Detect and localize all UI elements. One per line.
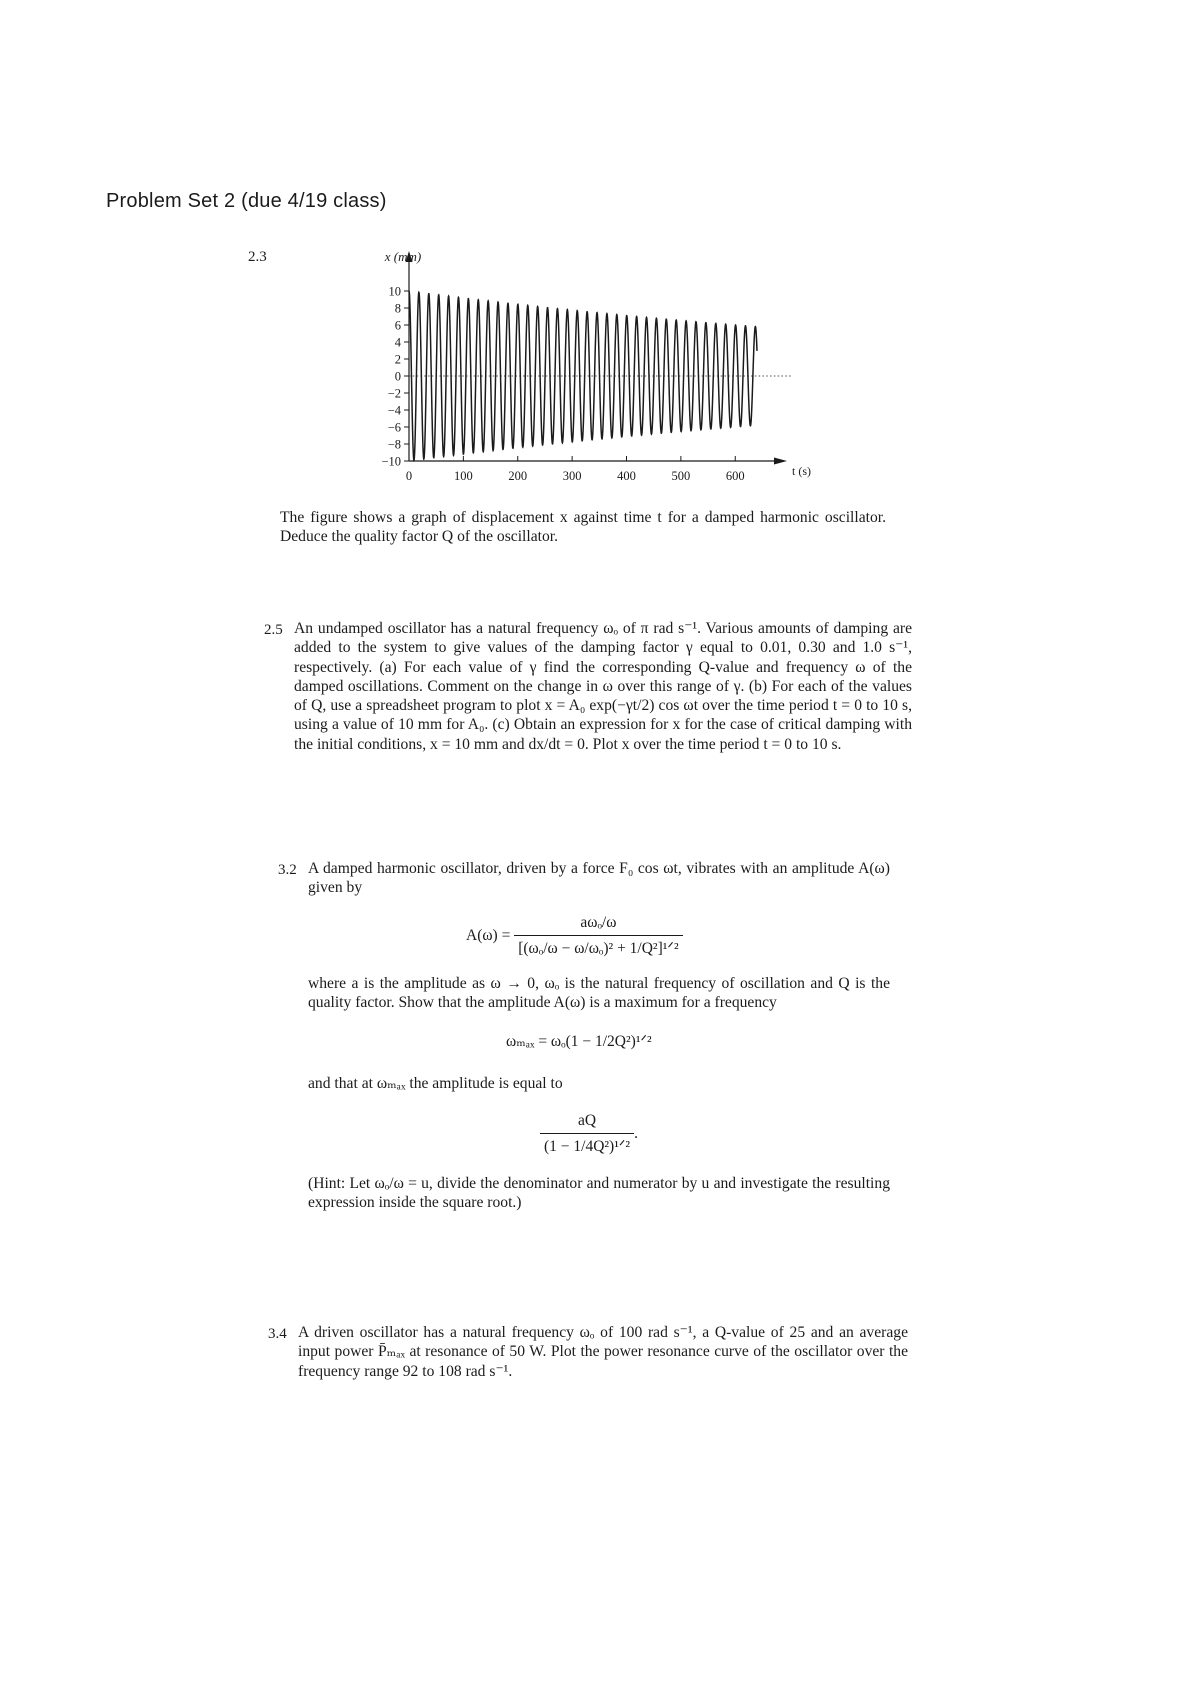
x-tick-label: 400	[617, 469, 636, 483]
y-tick-label: 6	[394, 318, 401, 333]
y-axis-label: x (mm)	[384, 249, 422, 264]
y-tick-label: −4	[387, 403, 401, 418]
omega-max-equation: ωₘₐₓ = ωₒ(1 − 1/2Q²)¹ᐟ²	[506, 1033, 652, 1050]
problem-3-2-middle: where a is the amplitude as ω → 0, ωₒ is the natural frequency of oscillation and Q is the quality factor. Show that the amplitude A(ω) is a maximum for a frequency	[308, 975, 890, 1012]
amplitude-equation	[466, 914, 683, 958]
problem-3-2-after: and that at ωₘₐₓ the amplitude is equal to	[308, 1075, 563, 1092]
page-title: Problem Set 2 (due 4/19 class)	[106, 190, 387, 212]
x-tick-label: 100	[454, 469, 473, 483]
amplitude-equation-denominator: [(ωₒ/ω − ω/ωₒ)² + 1/Q²]¹ᐟ²	[514, 935, 682, 958]
problem-number-3-4: 3.4	[268, 1326, 287, 1342]
max-amplitude-equation	[540, 1112, 638, 1156]
damped-oscillation-chart	[360, 246, 820, 496]
x-axis-label: t (s)	[792, 464, 811, 478]
amplitude-equation-lhs: A(ω) =	[466, 927, 511, 944]
y-tick-label: −8	[387, 437, 401, 452]
problem-3-2-hint: (Hint: Let ωₒ/ω = u, divide the denominator and numerator by u and investigate the resulting expression inside the square root.)	[308, 1175, 890, 1212]
y-tick-label: 10	[388, 284, 401, 299]
problem-2-5-text: An undamped oscillator has a natural frequency ωₒ of π rad s⁻¹. Various amounts of damping are added to the system to give values of the damping factor γ equal to 0.01, 0.30 and 1.0 s⁻¹, respectively. (a) For each value of γ find the corresponding Q-value and frequency ω of the damped oscillations. Comment on the change in ω over this range of γ. (b) For each of the values of Q, use a spreadsheet program to plot x = A₀ exp(−γt/2) cos ωt over the time period t = 0 to 10 s, using a value of 10 mm for A₀. (c) Obtain an expression for x for the case of critical damping with the initial conditions, x = 10 mm and dx/dt = 0. Plot x over the time period t = 0 to 10 s.	[294, 620, 912, 753]
problem-2-3-text: The figure shows a graph of displacement x against time t for a damped harmonic oscillator. Deduce the quality factor Q of the oscillator.	[280, 509, 886, 546]
max-amplitude-denominator: (1 − 1/4Q²)¹ᐟ²	[540, 1133, 634, 1156]
y-tick-label: −2	[387, 386, 401, 401]
problem-number-2-5: 2.5	[264, 622, 283, 638]
amplitude-equation-numerator: aωₒ/ω	[580, 914, 617, 931]
oscillation-curve	[409, 291, 757, 460]
y-tick-label: 4	[394, 335, 401, 350]
y-tick-label: 0	[394, 369, 401, 384]
y-tick-label: 8	[394, 301, 401, 316]
problem-number-3-2: 3.2	[278, 862, 297, 878]
x-tick-label: 0	[405, 469, 413, 483]
x-axis-arrow	[774, 458, 787, 465]
x-tick-label: 600	[725, 469, 745, 483]
y-tick-label: −10	[381, 454, 401, 469]
max-amplitude-numerator: aQ	[578, 1112, 597, 1129]
x-tick-label: 500	[671, 469, 691, 483]
max-amplitude-period: .	[634, 1125, 638, 1142]
problem-3-4-text: A driven oscillator has a natural frequency ωₒ of 100 rad s⁻¹, a Q-value of 25 and an average input power P̄ₘₐₓ at resonance of 50 W. Plot the power resonance curve of the oscillator over the frequency range 92 to 108 rad s⁻¹.	[298, 1324, 908, 1380]
problem-number-2-3: 2.3	[248, 249, 267, 265]
y-tick-label: 2	[394, 352, 401, 367]
x-tick-label: 200	[508, 469, 528, 483]
y-tick-label: −6	[387, 420, 401, 435]
x-tick-label: 300	[562, 469, 582, 483]
problem-3-2-intro: A damped harmonic oscillator, driven by a force F₀ cos ωt, vibrates with an amplitude A(ω) given by	[308, 860, 890, 897]
